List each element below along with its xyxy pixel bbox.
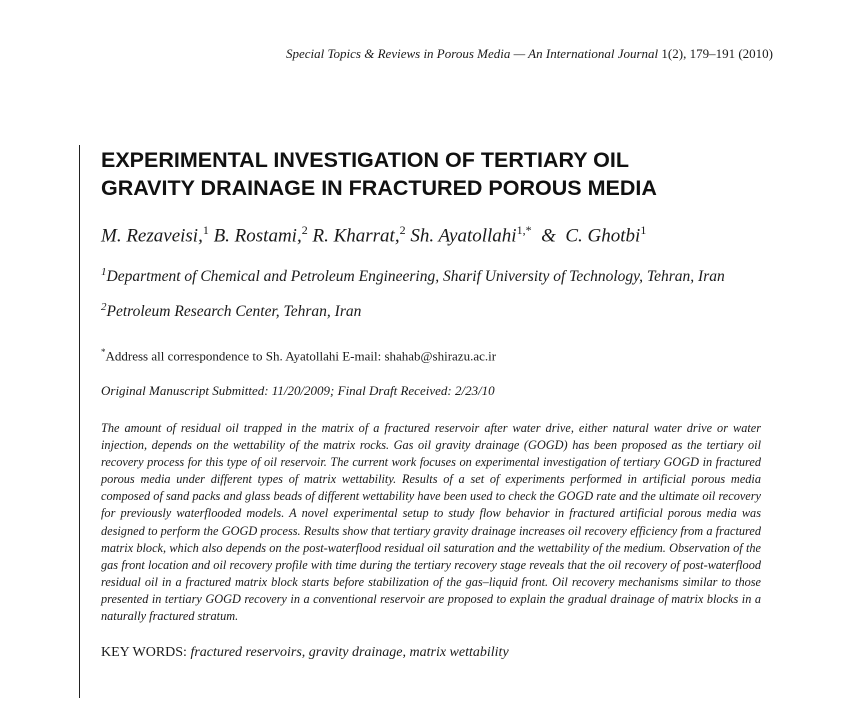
keywords-label: KEY WORDS: xyxy=(101,645,187,661)
author-name: Sh. Ayatollahi xyxy=(410,225,517,247)
keywords-values: fractured reservoirs, gravity drainage, matrix wettability xyxy=(190,645,509,661)
affiliation-mark: 1 xyxy=(101,266,107,279)
author-affiliation-mark: 1,* xyxy=(516,223,532,237)
author-name: M. Rezaveisi, xyxy=(101,225,203,247)
author-affiliation-mark: 1 xyxy=(202,223,209,237)
left-margin-rule xyxy=(79,145,80,698)
journal-name: Special Topics & Reviews in Porous Media — An International Journal xyxy=(286,46,659,61)
correspondence-text: Address all correspondence to Sh. Ayatollahi E-mail: shahab@shirazu.ac.ir xyxy=(105,347,497,363)
affiliation-text: Department of Chemical and Petroleum Engineering, Sharif University of Technology, Tehran, Iran xyxy=(106,268,725,286)
journal-citation: 1(2), 179–191 (2010) xyxy=(661,46,773,61)
author-affiliation-mark: 2 xyxy=(301,223,308,237)
journal-header xyxy=(286,46,773,62)
author-name: C. Ghotbi xyxy=(565,225,641,247)
author-name: R. Kharrat, xyxy=(312,225,400,247)
affiliation-2 xyxy=(101,297,761,322)
author-connector: & xyxy=(541,225,556,247)
affiliation-text: Petroleum Research Center, Tehran, Iran xyxy=(106,303,362,321)
affiliation-1 xyxy=(101,262,761,287)
title-line-1: EXPERIMENTAL INVESTIGATION OF TERTIARY OIL xyxy=(101,148,629,172)
article-front-matter xyxy=(101,146,761,661)
author-affiliation-mark: 1 xyxy=(640,223,647,237)
correspondence-note xyxy=(101,347,761,364)
author-name: B. Rostami, xyxy=(213,225,302,247)
title-line-2: GRAVITY DRAINAGE IN FRACTURED POROUS MEDIA xyxy=(101,176,657,200)
keywords xyxy=(101,645,761,661)
paper-title xyxy=(101,146,761,202)
author-list xyxy=(101,223,761,247)
affiliation-mark: 2 xyxy=(101,301,107,314)
abstract: The amount of residual oil trapped in the matrix of a fractured reservoir after water drive, either natural water drive or water injection, depends on the wettability of the matrix rocks. Gas oil gravity drainage (GOGD) has been proposed as the tertiary oil recovery process for this type of oil reservoir. The current work focuses on experimental investigation of tertiary GOGD in fractured porous media under different types of matrix wettability. Results of a set of experiments performed in artificial porous media composed of sand packs and glass beads of different wettability have been used to check the GOGD rate and the ultimate oil recovery for previously waterflooded models. A novel experimental setup to study flow behavior in fractured artificial porous media was designed to perform the GOGD process. Results show that tertiary gravity drainage increases oil recovery efficiency from a fractured matrix block, which also depends on the post-waterflood residual oil saturation and the wettability of the medium. Observation of the gas front location and oil recovery profile with time during the tertiary recovery stage reveals that the oil recovery of post-waterflood residual oil in a fractured matrix block starts before stabilization of the gas–liquid front. Oil recovery mechanisms similar to those presented in tertiary GOGD recovery in a conventional reservoir are proposed to explain the gradual drainage of matrix blocks in a naturally fractured stratum. xyxy=(101,420,761,623)
correspondence-mark: * xyxy=(101,346,106,357)
manuscript-dates: Original Manuscript Submitted: 11/20/2009; Final Draft Received: 2/23/10 xyxy=(101,382,495,398)
author-affiliation-mark: 2 xyxy=(399,223,406,237)
